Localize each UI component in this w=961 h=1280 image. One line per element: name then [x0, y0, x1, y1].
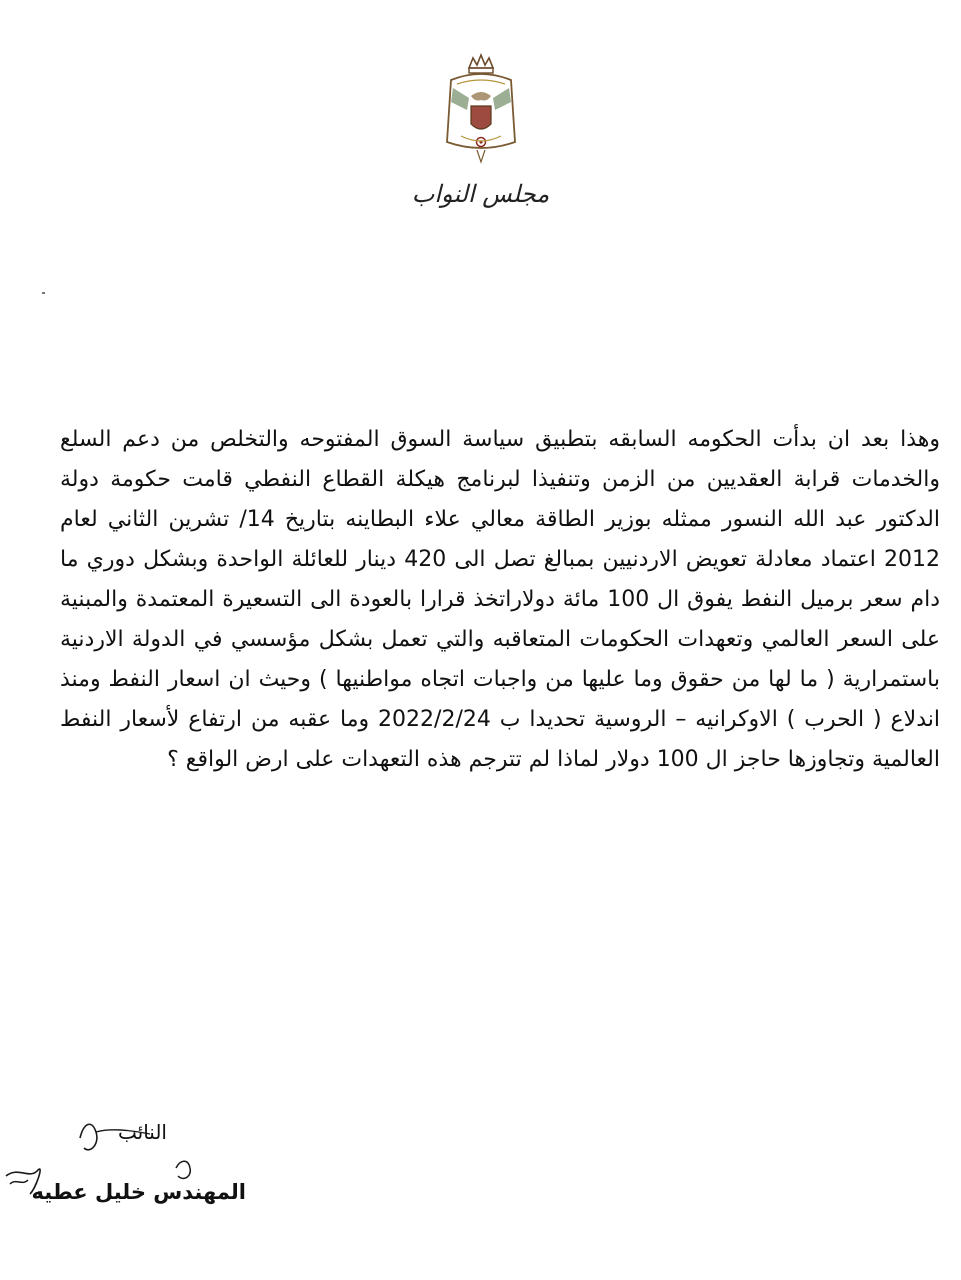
letter-body — [60, 420, 940, 780]
signature-name: المهندس خليل عطيه — [31, 1180, 246, 1204]
signature-block — [0, 1110, 260, 1220]
letterhead — [0, 50, 961, 208]
signature-title: النائب — [118, 1120, 167, 1144]
body-paragraph: وهذا بعد ان بدأت الحكومه السابقه بتطبيق سياسة السوق المفتوحه والتخلص من دعم السلع والخدمات قرابة العقديين من الزمن وتنفيذا لبرنامج هيكلة القطاع النفطي قامت حكومة دولة الدكتور عبد الله النسور ممثله بوزير الطاقة معالي علاء البطاينه بتاريخ 14/ تشرين الثاني لعام 2012 اعتماد معادلة تعويض الاردنيين بمبالغ تصل الى 420 دينار للعائلة الواحدة وبشكل دوري ما دام سعر برميل النفط يفوق ال 100 مائة دولاراتخذ قرارا بالعودة الى التسعيرة المعتمدة والمبنية على السعر العالمي وتعهدات الحكومات المتعاقبه والتي تعمل بشكل مؤسسي في الدولة الاردنية باستمرارية ( ما لها من حقوق وما عليها من واجبات اتجاه مواطنيها ) وحيث ان اسعار النفط ومنذ اندلاع ( الحرب ) الاوكرانيه – الروسية تحديدا ب 2022/2/24 وما عقبه من ارتفاع لأسعار النفط العالمية وتجاوزها حاجز ال 100 دولار لماذا لم تترجم هذه التعهدات على ارض الواقع ؟ — [60, 427, 940, 772]
council-title: مجلس النواب — [411, 180, 550, 208]
speck-mark — [42, 292, 45, 294]
coat-of-arms-icon — [431, 50, 531, 170]
